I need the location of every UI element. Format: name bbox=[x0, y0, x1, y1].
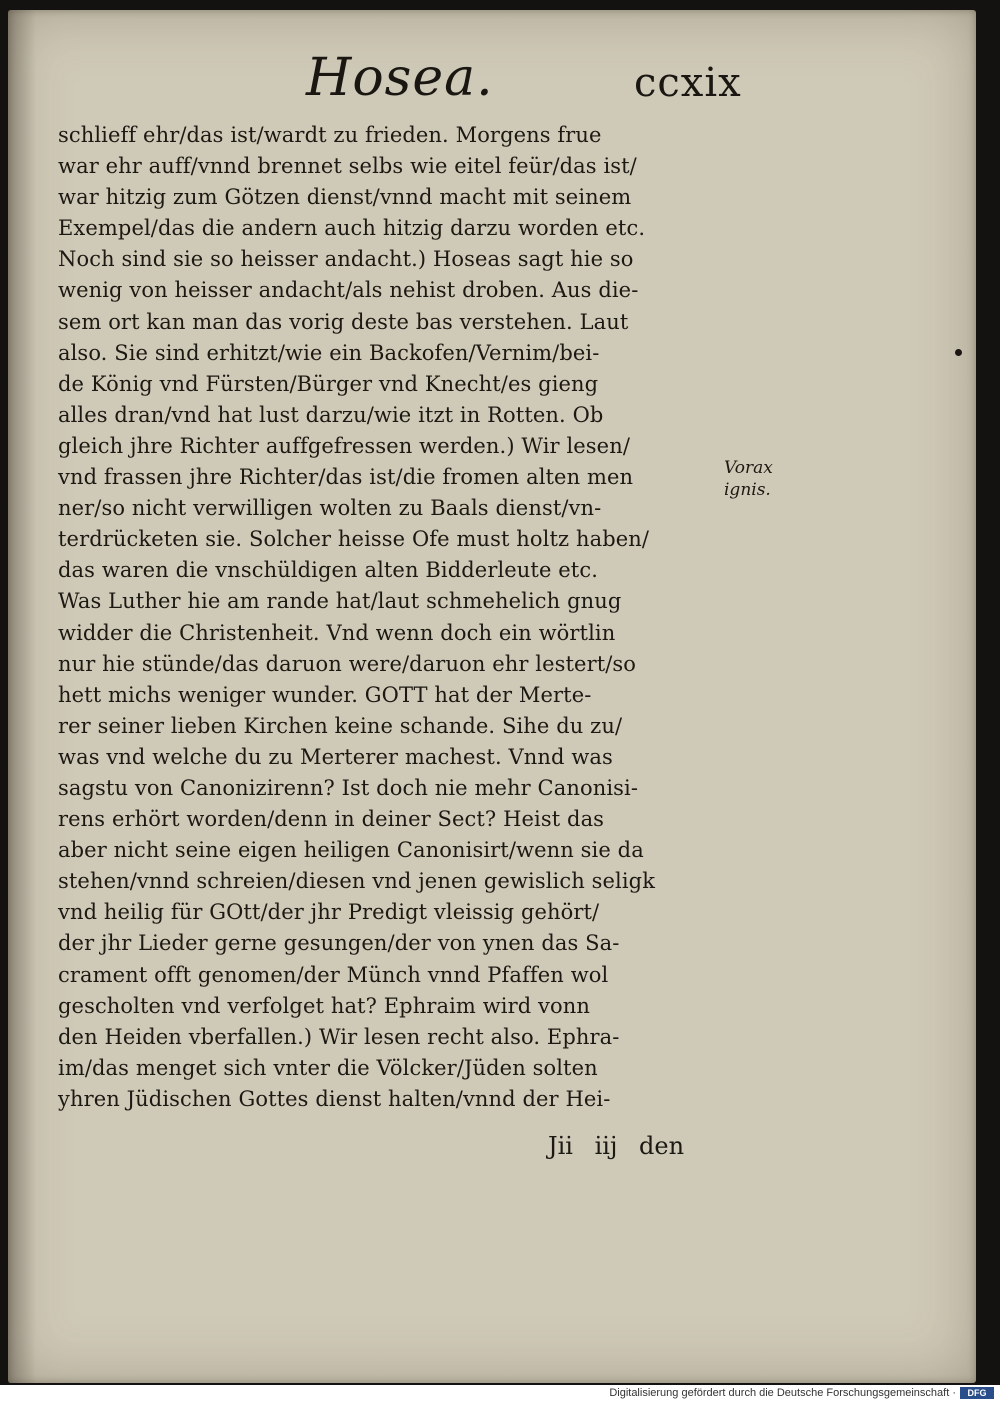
marginal-note-line: ignis. bbox=[724, 480, 771, 500]
marginal-note bbox=[724, 457, 804, 501]
text-line: gescholten vnd verfolget hat? Ephraim wird vonn bbox=[58, 993, 590, 1018]
text-line: gleich jhre Richter auffgefressen werden.) Wir lesen/ bbox=[58, 433, 630, 458]
dfg-logo: DFG bbox=[960, 1387, 994, 1399]
margin-dot bbox=[955, 349, 962, 356]
text-line: der jhr Lieder gerne gesungen/der von ynen das Sa- bbox=[58, 931, 620, 956]
text-line: terdrücketen sie. Solcher heisse Ofe must holtz haben/ bbox=[58, 527, 650, 552]
book-page bbox=[8, 10, 976, 1383]
text-line: hett michs weniger wunder. GOTT hat der Merte- bbox=[58, 682, 592, 707]
text-line: wenig von heisser andacht/als nehist droben. Aus die- bbox=[58, 278, 639, 303]
text-line: Exempel/das die andern auch hitzig darzu worden etc. bbox=[58, 216, 646, 241]
text-line: schlieff ehr/das ist/wardt zu frieden. Morgens frue bbox=[58, 123, 602, 147]
text-line: yhren Jüdischen Gottes dienst halten/vnnd der Hei- bbox=[58, 1086, 611, 1111]
marginal-note-line: Vorax bbox=[724, 458, 773, 478]
text-line: sem ort kan man das vorig deste bas verstehen. Laut bbox=[58, 309, 629, 334]
text-line: alles dran/vnd hat lust darzu/wie itzt in Rotten. Ob bbox=[58, 402, 604, 427]
text-line: war ehr auff/vnnd brennet selbs wie eitel feür/das ist/ bbox=[58, 154, 637, 179]
text-line: Noch sind sie so heisser andacht.) Hoseas sagt hie so bbox=[58, 247, 634, 272]
footer-bar bbox=[0, 1385, 1000, 1402]
body-text bbox=[58, 120, 738, 1115]
text-line: sagstu von Canonizirenn? Ist doch nie mehr Canonisi- bbox=[58, 775, 639, 800]
text-line: vnd frassen jhre Richter/das ist/die fromen alten men bbox=[58, 465, 634, 490]
text-line: Was Luther hie am rande hat/laut schmehelich gnug bbox=[58, 589, 622, 614]
text-line: war hitzig zum Götzen dienst/vnnd macht mit seinem bbox=[58, 185, 632, 210]
text-line: rens erhört worden/denn in deiner Sect? Heist das bbox=[58, 807, 605, 832]
text-line: das waren die vnschüldigen alten Bidderleute etc. bbox=[58, 558, 598, 583]
text-line: stehen/vnnd schreien/diesen vnd jenen gewislich seligk bbox=[58, 869, 656, 894]
text-line: de König vnd Fürsten/Bürger vnd Knecht/es gieng bbox=[58, 371, 599, 396]
text-line: den Heiden vberfallen.) Wir lesen recht also. Ephra- bbox=[58, 1024, 620, 1049]
funding-credit: Digitalisierung gefördert durch die Deutsche Forschungsgemeinschaft · bbox=[609, 1387, 956, 1399]
catchword: Jii iij den bbox=[548, 1132, 685, 1160]
text-line: widder die Christenheit. Vnd wenn doch ein wörtlin bbox=[58, 620, 616, 645]
running-title: Hosea. bbox=[306, 48, 494, 108]
text-line: im/das menget sich vnter die Völcker/Jüden solten bbox=[58, 1055, 598, 1080]
text-line: vnd heilig für GOtt/der jhr Predigt vleissig gehört/ bbox=[58, 900, 600, 925]
text-line: nur hie stünde/das daruon were/daruon ehr lestert/so bbox=[58, 651, 637, 676]
text-line: was vnd welche du zu Merterer machest. Vnnd was bbox=[58, 744, 613, 769]
text-line: also. Sie sind erhitzt/wie ein Backofen/Vernim/bei- bbox=[58, 340, 600, 365]
text-line: aber nicht seine eigen heiligen Canonisirt/wenn sie da bbox=[58, 838, 644, 863]
text-line: rer seiner lieben Kirchen keine schande. Sihe du zu/ bbox=[58, 713, 623, 738]
folio-number: ccxix bbox=[634, 60, 742, 106]
text-line: crament offt genomen/der Münch vnnd Pfaffen wol bbox=[58, 962, 609, 987]
text-line: ner/so nicht verwilligen wolten zu Baals dienst/vn- bbox=[58, 496, 602, 521]
